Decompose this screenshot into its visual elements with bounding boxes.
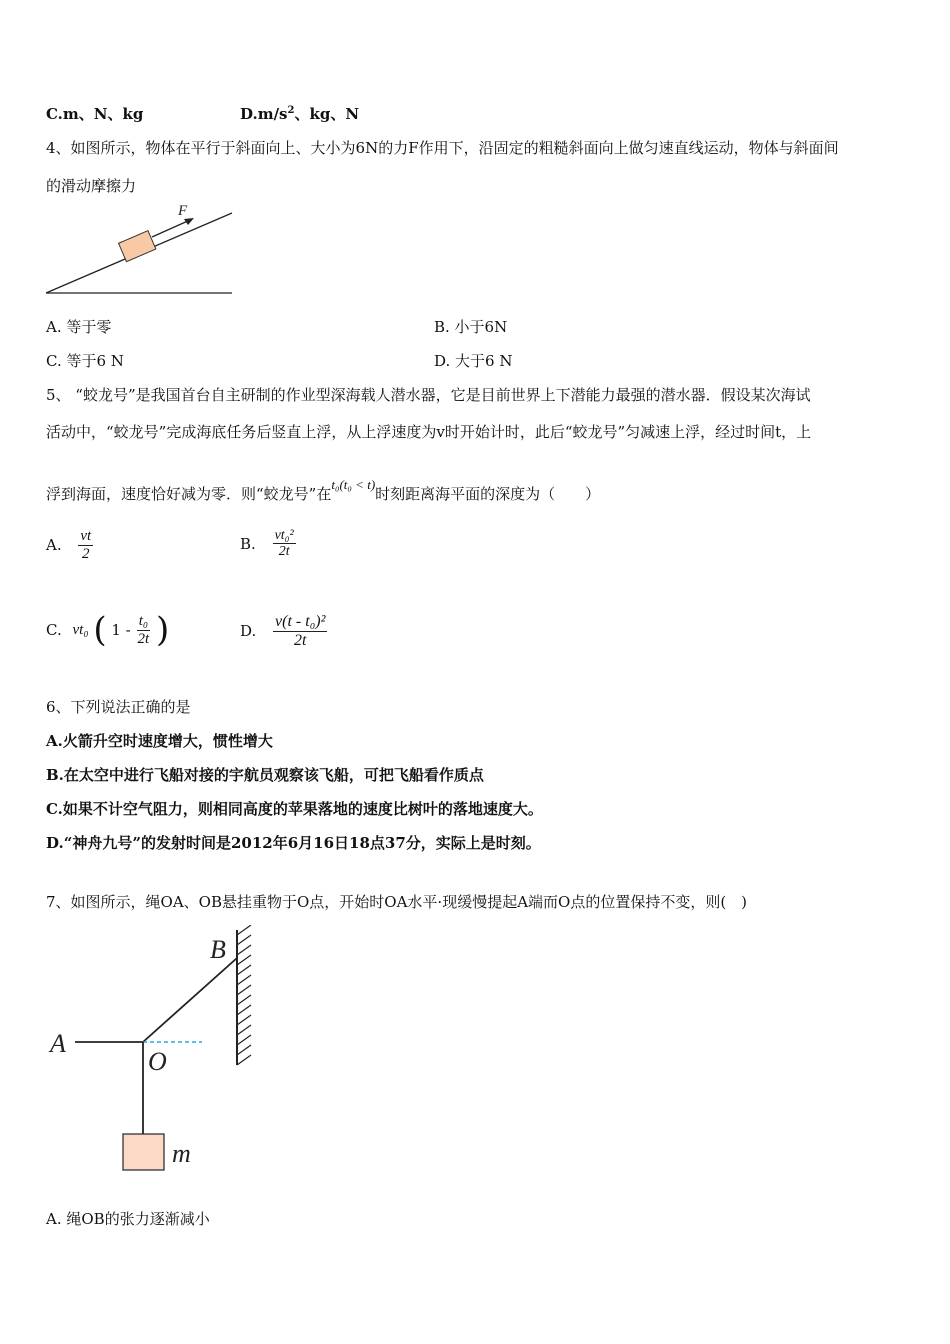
rope-diagram (40, 925, 270, 1180)
force-label: F (178, 203, 188, 219)
q5-option-c: C. vt₀ ( 1 - $\frac{\text{t₀}}{2t}$ ) (46, 610, 170, 650)
q4-stem-line1: 4、如图所示，物体在平行于斜面向上、大小为6N的力F作用下，沿固定的粗糙斜面向上做匀速直线运动，物体与斜面间 (46, 139, 839, 157)
q5-stem-line1: 5、 “蛟龙号”是我国首台自主研制的作业型深海载人潜水器，它是目前世界上下潜能力最强的潜水器．假设某次海试 (46, 386, 811, 404)
q6-option-d: D.“神舟九号”的发射时间是2012年6月16日18点37分，实际上是时刻。 (46, 834, 541, 852)
q4-option-a: A. 等于零 (46, 318, 112, 336)
q3-option-d: $D.m/s^2$、kg、N (240, 105, 360, 123)
q5-stem-line2: 活动中，“蛟龙号”完成海底任务后竖直上浮，从上浮速度为v时开始计时，此后“蛟龙号”匀减速上浮，经过时间t，上 (46, 423, 812, 441)
q3-option-c: C.m、N、kg (46, 105, 144, 123)
rope-ob (143, 958, 237, 1042)
label-b: B (210, 935, 226, 964)
q4-stem-line2: 的滑动摩擦力 (46, 177, 137, 195)
force-arrow (152, 220, 190, 237)
q6-option-b: B.在太空中进行飞船对接的宇航员观察该飞船，可把飞船看作质点 (46, 766, 484, 784)
label-o: O (148, 1047, 167, 1076)
label-a: A (50, 1029, 66, 1058)
q4-option-c: C. 等于6 N (46, 352, 124, 370)
label-m: m (172, 1139, 191, 1168)
q7-option-a: A. 绳OB的张力逐渐减小 (46, 1210, 210, 1228)
wall-hatching (237, 925, 251, 1065)
incline-diagram (40, 200, 240, 300)
q6-option-a: A.火箭升空时速度增大，惯性增大 (46, 732, 273, 750)
incline-block (119, 231, 156, 262)
q5-stem-line3: 浮到海面，速度恰好减为零．则“蛟龙号”在t₀(t₀ < t)时刻距离海平面的深度为（ ） (46, 477, 601, 503)
q6-option-c: C.如果不计空气阻力，则相同高度的苹果落地的速度比树叶的落地速度大。 (46, 800, 543, 818)
q4-option-b: B. 小于6N (434, 318, 508, 336)
q5-condition: t₀(t₀ < t) (331, 477, 376, 492)
q4-option-d: D. 大于6 N (434, 352, 513, 370)
q6-stem: 6、下列说法正确的是 (46, 698, 191, 716)
mass-block (123, 1134, 164, 1170)
q5-option-d: D. $\frac{\text{v(t - t₀)²}}{2t}$ (240, 613, 326, 649)
q7-stem: 7、如图所示，绳OA、OB悬挂重物于O点，开始时OA水平·现缓慢提起A端而O点的位置保持不变，则( ) (46, 893, 748, 911)
q5-option-b: B. $\frac{\text{vt₀²}}{2t}$ (240, 528, 294, 560)
q5-option-a: A. $\frac{vt}{2}$ (46, 528, 92, 562)
